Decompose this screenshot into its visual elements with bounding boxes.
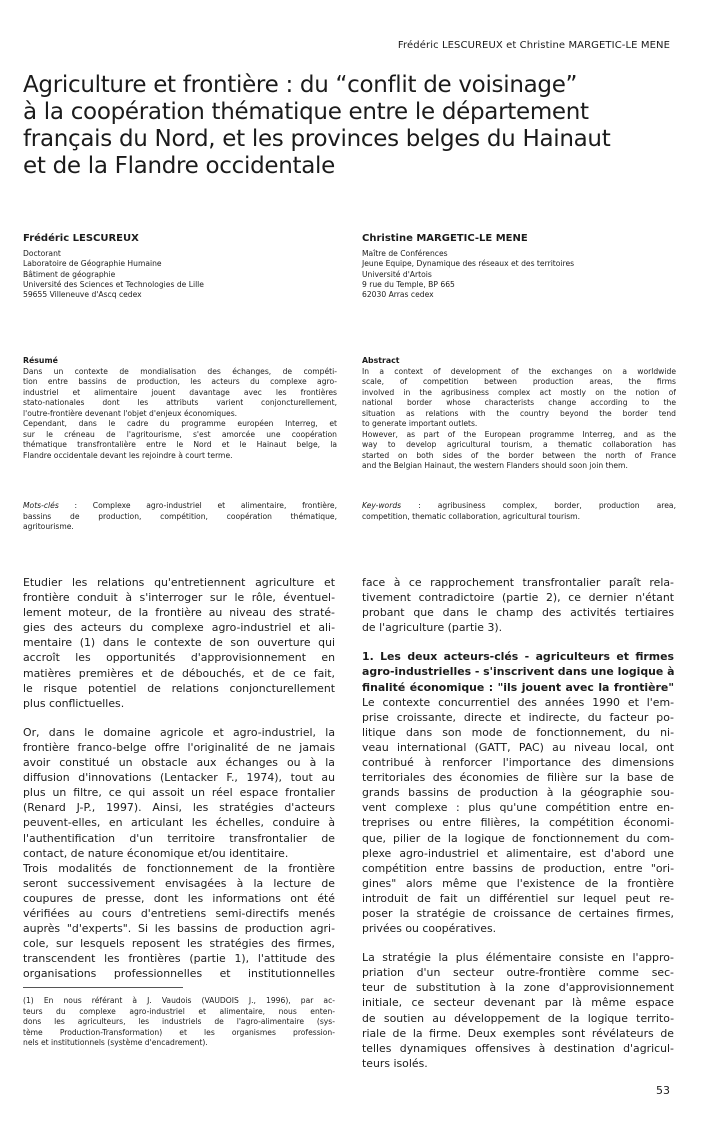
body-line: gines" alors même que l'existence de la frontière (362, 876, 674, 890)
footnote-line: tème Production-Transformation) et les organismes profession- (23, 1027, 335, 1037)
author-affiliation-line: 9 rue du Temple, BP 665 (362, 279, 455, 289)
title-line: français du Nord, et les provinces belges du Hainaut (23, 126, 611, 152)
body-line: (Renard J-P., 1997). Ainsi, les stratégies d'acteurs (23, 801, 335, 815)
body-line: coupures de presse, dont les informations ont été (23, 891, 335, 905)
abstract-line: In a context of development of the exchanges on a worldwide (362, 366, 676, 376)
body-line: riale de la firme. Deux exemples sont révélateurs de (362, 1026, 674, 1040)
title-line: et de la Flandre occidentale (23, 153, 335, 179)
body-line: auprès "d'experts". Si les bassins de production agri- (23, 922, 335, 936)
footnote-divider (23, 987, 183, 988)
body-line: vérifiées au cours d'entretiens semi-directifs menés (23, 906, 335, 920)
body-line: vent complexe : plus qu'une compétition entre en- (362, 801, 674, 815)
author-affiliation-line: 62030 Arras cedex (362, 290, 434, 300)
keywords-label: Mots-clés (23, 501, 59, 510)
body-line: telles dynamiques offensives à destination d'agricul- (362, 1041, 674, 1055)
abstract-line: started on both sides of the border between the north of France (362, 450, 676, 460)
body-line: poser la stratégie de croissance de certaines firmes, (362, 906, 674, 920)
keywords-line: competition, thematic collaboration, agricultural tourism. (362, 511, 580, 521)
body-line: probant que dans le champ des activités tertiaires (362, 606, 674, 620)
body-line: Or, dans le domaine agricole et agro-industriel, la (23, 725, 335, 739)
abstract-line: tion entre bassins de production, les acteurs du complexe agro- (23, 377, 337, 386)
section-heading-line: agro-industrielles - s'inscrivent dans une logique à (362, 665, 674, 679)
page-number: 53 (656, 1084, 670, 1097)
author-affiliation-line: Maître de Conférences (362, 249, 448, 258)
keywords-text: : agribusiness complex, border, production area, (401, 501, 676, 510)
body-line: cole, sur lesquels reposent les stratégies des firmes, (23, 937, 335, 951)
body-line: matières premières et de débouchés, et de ce fait, (23, 666, 335, 680)
body-line: frontière conduit à s'interroger sur le rôle, éventuel- (23, 591, 335, 605)
body-line: plus un filtre, ce qui assoit un réel espace frontalier (23, 786, 335, 800)
body-line: de soutien au développement de la logique territo- (362, 1011, 674, 1025)
abstract-line: way to develop agricultural tourism, a thematic collaboration has (362, 440, 676, 449)
body-line: organisations professionnelles et institutionnelles (23, 967, 335, 981)
body-line: privées ou coopératives. (362, 922, 497, 936)
body-line: contribué à renforcer l'importance des dimensions (362, 756, 674, 770)
keywords-line (362, 501, 676, 512)
body-line: La stratégie la plus élémentaire consiste en l'appro- (362, 951, 674, 965)
body-line: priation d'un secteur outre-frontière comme sec- (362, 966, 674, 980)
author-affiliation-line: 59655 Villeneuve d'Ascq cedex (23, 290, 142, 300)
body-line: initiale, ce secteur devenant par là même espace (362, 996, 674, 1010)
keywords-label: Key-words (362, 501, 402, 510)
body-line: teurs isolés. (362, 1056, 428, 1070)
abstract-line: industriel et alimentaire jouent davantage avec les frontières (23, 387, 337, 397)
body-line: litique dans son mode de fonctionnement, du ni- (362, 725, 674, 739)
abstract-line: national border whose characterists change according to the (362, 398, 676, 407)
body-line: territoriales des économies de filière sur la base de (362, 771, 674, 785)
keywords-line: bassins de production, compétition, coopération thématique, (23, 511, 337, 521)
abstract-line: situation as relations with the country beyond the border tend (362, 408, 676, 418)
body-line: Trois modalités de fonctionnement de la frontière (23, 861, 335, 875)
abstract-heading: Abstract (362, 356, 400, 365)
body-line: transcendent les frontières (partie 1), l'attitude des (23, 952, 335, 966)
author-affiliation-line: Doctorant (23, 249, 61, 258)
author-name: Frédéric LESCUREUX (23, 233, 139, 244)
body-line: que, pilier de la logique de fonctionnement du com- (362, 831, 674, 845)
author-affiliation-line: Jeune Equipe, Dynamique des réseaux et des territoires (362, 259, 575, 269)
body-line: de l'agriculture (partie 3). (362, 621, 503, 635)
abstract-line: However, as part of the European programme Interreg, and as the (362, 429, 676, 439)
abstract-line: sur le créneau de l'agritourisme, s'est amorcée une coopération (23, 429, 337, 439)
keywords-french (23, 501, 337, 533)
section-heading-line: finalité économique : "ils jouent avec la frontière" (362, 680, 674, 694)
body-line: mentaire (1) dans le contexte de son ouverture qui (23, 636, 335, 650)
abstract-line: Cependant, dans le cadre du programme européen Interreg, et (23, 419, 337, 428)
keywords-line: agritourisme. (23, 522, 74, 531)
body-line: le risque potentiel de relations conjoncturellement (23, 681, 335, 695)
body-column-right (362, 575, 674, 1071)
body-line: accroît les opportunités d'approvisionnement en (23, 651, 335, 665)
body-line: face à ce rapprochement transfrontalier paraît rela- (362, 576, 674, 589)
body-line: treprises ou entre filières, la compétition économi- (362, 816, 674, 830)
author-affiliation-line: Université des Sciences et Technologies de Lille (23, 279, 204, 289)
author-affiliation-line: Bâtiment de géographie (23, 269, 116, 279)
footnote (23, 996, 335, 1049)
body-line: compétition entre bassins de production, entre "ori- (362, 861, 674, 875)
abstract-line: thématique transfrontalière entre le Nord et le Hainaut belge, la (23, 440, 337, 449)
body-line: seront successivement envisagées à la lecture de (23, 876, 335, 890)
title-line: à la coopération thématique entre le département (23, 99, 589, 125)
abstract-english (362, 356, 676, 472)
body-line: prise croissante, directe et indirecte, du facteur po- (362, 710, 674, 724)
author-block-lescureux (23, 233, 333, 300)
body-column-left (23, 575, 335, 981)
footnote-line: nels et institutionnels (système d'encadrement). (23, 1038, 208, 1048)
body-line: plexe agro-industriel et alimentaire, est d'abord une (362, 846, 674, 860)
body-line: Etudier les relations qu'entretiennent agriculture et (23, 576, 335, 589)
footnote-line: dons les agriculteurs, les industriels de l'agro-alimentaire (sys- (23, 1017, 335, 1027)
footnote-line: (1) En nous référant à J. Vaudois (VAUDOIS J., 1996), par ac- (23, 996, 335, 1005)
author-affiliation-line: Laboratoire de Géographie Humaine (23, 259, 162, 269)
body-line: peuvent-elles, en articulant les échelles, conduire à (23, 816, 335, 830)
abstract-line: and the Belgian Hainaut, the western Flanders should soon join them. (362, 461, 628, 470)
section-heading-line: 1. Les deux acteurs-clés - agriculteurs et firmes (362, 650, 674, 664)
body-line: l'authentification d'un territoire transfrontalier de (23, 831, 335, 845)
body-line: avoir constitué un obstacle aux échanges ou à la (23, 756, 335, 770)
keywords-text: : Complexe agro-industriel et alimentaire, frontière, (58, 501, 337, 510)
abstract-line: Flandre occidentale devant les rejoindre à court terme. (23, 450, 233, 460)
body-line: tivement contradictoire (partie 2), ce dernier n'étant (362, 591, 674, 605)
body-line: contact, de nature économique et/ou identitaire. (23, 846, 289, 860)
body-line: lement moteur, de la frontière au niveau des straté- (23, 606, 335, 620)
title-line: Agriculture et frontière : du “conflit de voisinage” (23, 72, 578, 98)
body-line: gies des acteurs du complexe agro-industriel et ali- (23, 621, 335, 635)
abstract-french (23, 356, 337, 461)
body-line: veau international (GATT, PAC) au niveau local, ont (362, 740, 674, 754)
abstract-heading: Résumé (23, 356, 58, 365)
abstract-line: scale, of competition between production areas, the firms (362, 377, 676, 386)
body-line: Le contexte concurrentiel des années 1990 et l'em- (362, 695, 674, 709)
body-line: introduit de fait un différentiel sur lequel peut re- (362, 891, 674, 905)
keywords-english (362, 501, 676, 522)
footnote-line: teurs du complexe agro-industriel et alimentaire, nous enten- (23, 1006, 335, 1016)
abstract-line: stato-nationales dont les attributs varient conjoncturellement, (23, 398, 337, 407)
abstract-line: involved in the agribusiness complex act mostly on the notion of (362, 387, 676, 397)
keywords-line (23, 501, 337, 512)
author-affiliation-line: Université d'Artois (362, 269, 432, 279)
abstract-line: to generate important outlets. (362, 419, 478, 428)
running-head: Frédéric LESCUREUX et Christine MARGETIC-LE MENE (397, 40, 670, 51)
body-line: grands bassins de production à la géographie sou- (362, 786, 674, 800)
author-name: Christine MARGETIC-LE MENE (362, 233, 528, 244)
body-line: diffusion d'innovations (Lentacker F., 1974), tout au (23, 771, 335, 785)
author-block-margetic (362, 233, 672, 300)
body-line: frontière franco-belge offre l'originalité de ne jamais (23, 740, 335, 754)
abstract-line: l'outre-frontière devenant l'objet d'enjeux économiques. (23, 408, 238, 418)
body-line: plus conflictuelles. (23, 696, 125, 710)
body-line: teur de substitution à la zone d'approvisionnement (362, 981, 674, 995)
abstract-line: Dans un contexte de mondialisation des échanges, de compéti- (23, 366, 337, 376)
article-title (23, 72, 663, 180)
